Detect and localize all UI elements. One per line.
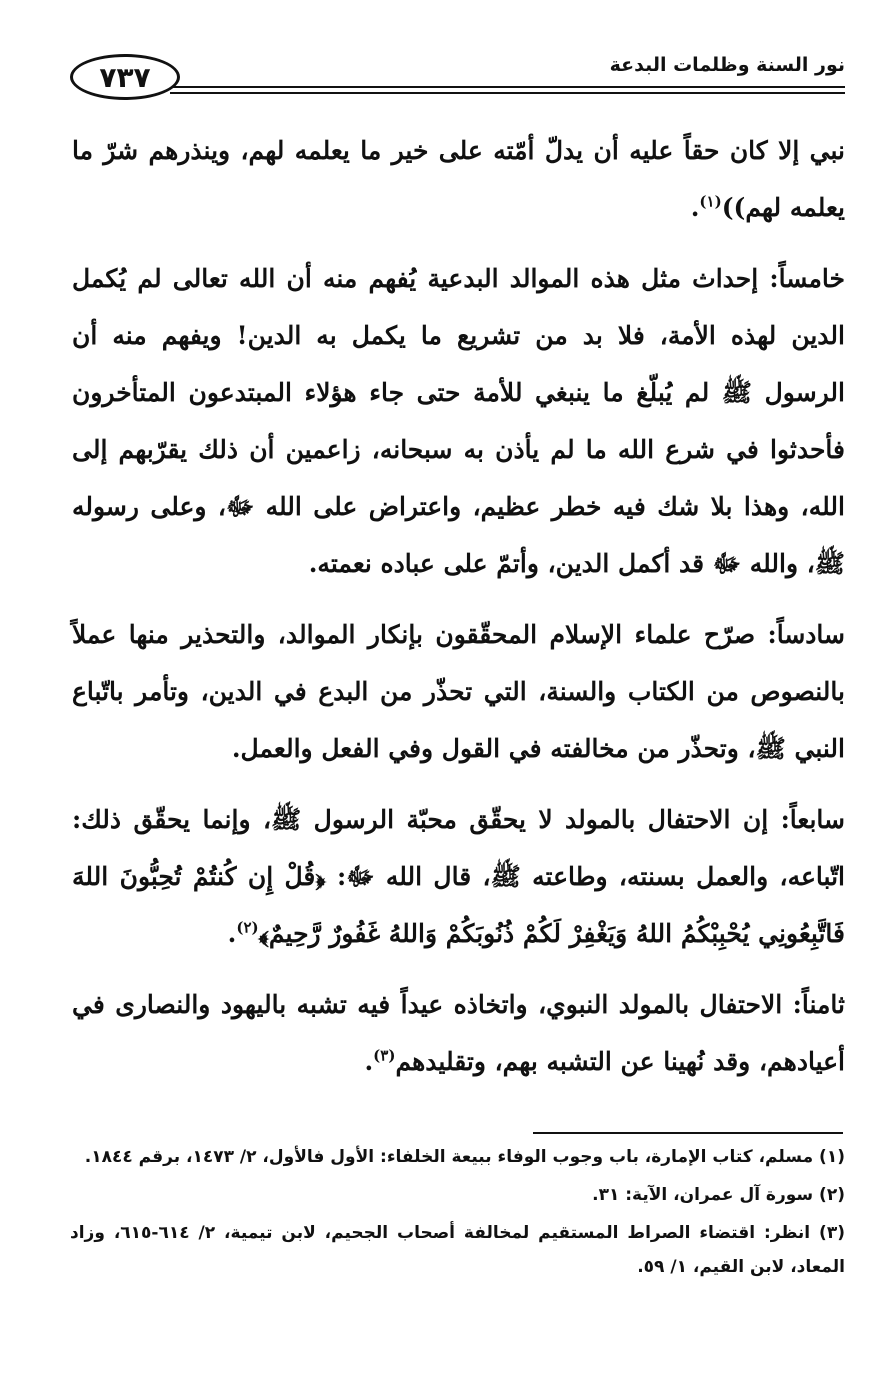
footnote-3: (٣) انظر: اقتضاء الصراط المستقيم لمخالفة أصحاب الجحيم، لابن تيمية، ٢/ ٦١٤-٦١٥، وزاد المعاد، لابن القيم، ١/ ٥٩.	[70, 1223, 845, 1277]
running-title: نور السنة وظلمات البدعة	[609, 54, 845, 76]
paragraph-text: صرّح علماء الإسلام المحقّقون بإنكار الموالد، والتحذير منها عملاً بالنصوص من الكتاب والسنة، التي تحذّر من البدع في الدين، وتأمر باتّباع النبي ﷺ، وتحذّر من مخالفته في القول وفي الفعل والعمل.	[72, 620, 845, 763]
page-number-badge	[70, 54, 180, 100]
paragraph-text: الاحتفال بالمولد النبوي، واتخاذه عيداً فيه تشبه باليهود والنصارى في أعيادهم، وقد نُهينا عن التشبه بهم، وتقليدهم	[72, 990, 845, 1076]
paragraph-text: نبي إلا كان حقاً عليه أن يدلّ أمّته على خير ما يعلمه لهم، وينذرهم شرّ ما يعلمه لهم))	[72, 136, 845, 222]
page-header	[70, 48, 845, 108]
footnote-ref: (٣)	[373, 1046, 396, 1065]
footnote-1: (١) مسلم، كتاب الإمارة، باب وجوب الوفاء ببيعة الخلفاء: الأول فالأول، ٢/ ١٤٧٣، برقم ١٨٤٤.	[84, 1147, 845, 1167]
paragraph-text: إن الاحتفال بالمولد لا يحقّق محبّة الرسول ﷺ، وإنما يحقّق ذلك: اتّباعه، والعمل بسنته، وطاعته ﷺ، قال الله ﷻ:	[72, 805, 845, 891]
paragraph-eighth	[72, 976, 845, 1090]
footnote-ref: (١)	[699, 192, 722, 211]
paragraph-sixth	[72, 606, 845, 777]
paragraph-lead: ثامناً:	[792, 990, 845, 1019]
header-rule-bottom	[170, 92, 845, 94]
paragraph-lead: سادساً:	[767, 620, 845, 649]
footnote-2: (٢) سورة آل عمران، الآية: ٣١.	[592, 1185, 845, 1205]
paragraph-tail: .	[690, 193, 700, 222]
paragraph-lead: سابعاً:	[780, 805, 845, 834]
header-rule-top	[170, 86, 845, 88]
paragraph-continuation	[72, 122, 845, 236]
footnote-ref: (٢)	[236, 918, 259, 937]
page-number: ٧٣٧	[99, 60, 151, 94]
paragraph-seventh	[72, 791, 845, 962]
paragraph-tail: .	[364, 1047, 374, 1076]
paragraph-lead: خامساً:	[769, 264, 845, 293]
footnotes	[70, 1140, 845, 1288]
paragraph-fifth	[72, 250, 845, 592]
quran-verse: ﴿قُلْ إِن كُنتُمْ تُحِبُّونَ اللهَ فَاتَّبِعُونِي يُحْبِبْكُمُ اللهُ وَيَغْفِرْ لَكُمْ ذُنُوبَكُمْ وَاللهُ غَفُورٌ رَّحِيمٌ﴾	[72, 862, 845, 948]
paragraph-text: إحداث مثل هذه الموالد البدعية يُفهم منه أن الله تعالى لم يُكمل الدين لهذه الأمة، فلا بد من تشريع ما يكمل به الدين! ويفهم منه أن الرسول ﷺ لم يُبلّغ ما ينبغي للأمة حتى جاء هؤلاء المبتدعون المتأخرون فأحدثوا في شرع الله ما لم يأذن به سبحانه، زاعمين أن ذلك يقرّبهم إلى الله، وهذا بلا شك فيه خطر عظيم، واعتراض على الله ﷻ، وعلى رسوله ﷺ، والله ﷻ قد أكمل الدين، وأتمّ على عباده نعمته.	[72, 264, 845, 578]
paragraph-tail: .	[227, 919, 237, 948]
footnote-separator	[533, 1132, 843, 1134]
body-text	[72, 122, 845, 1104]
